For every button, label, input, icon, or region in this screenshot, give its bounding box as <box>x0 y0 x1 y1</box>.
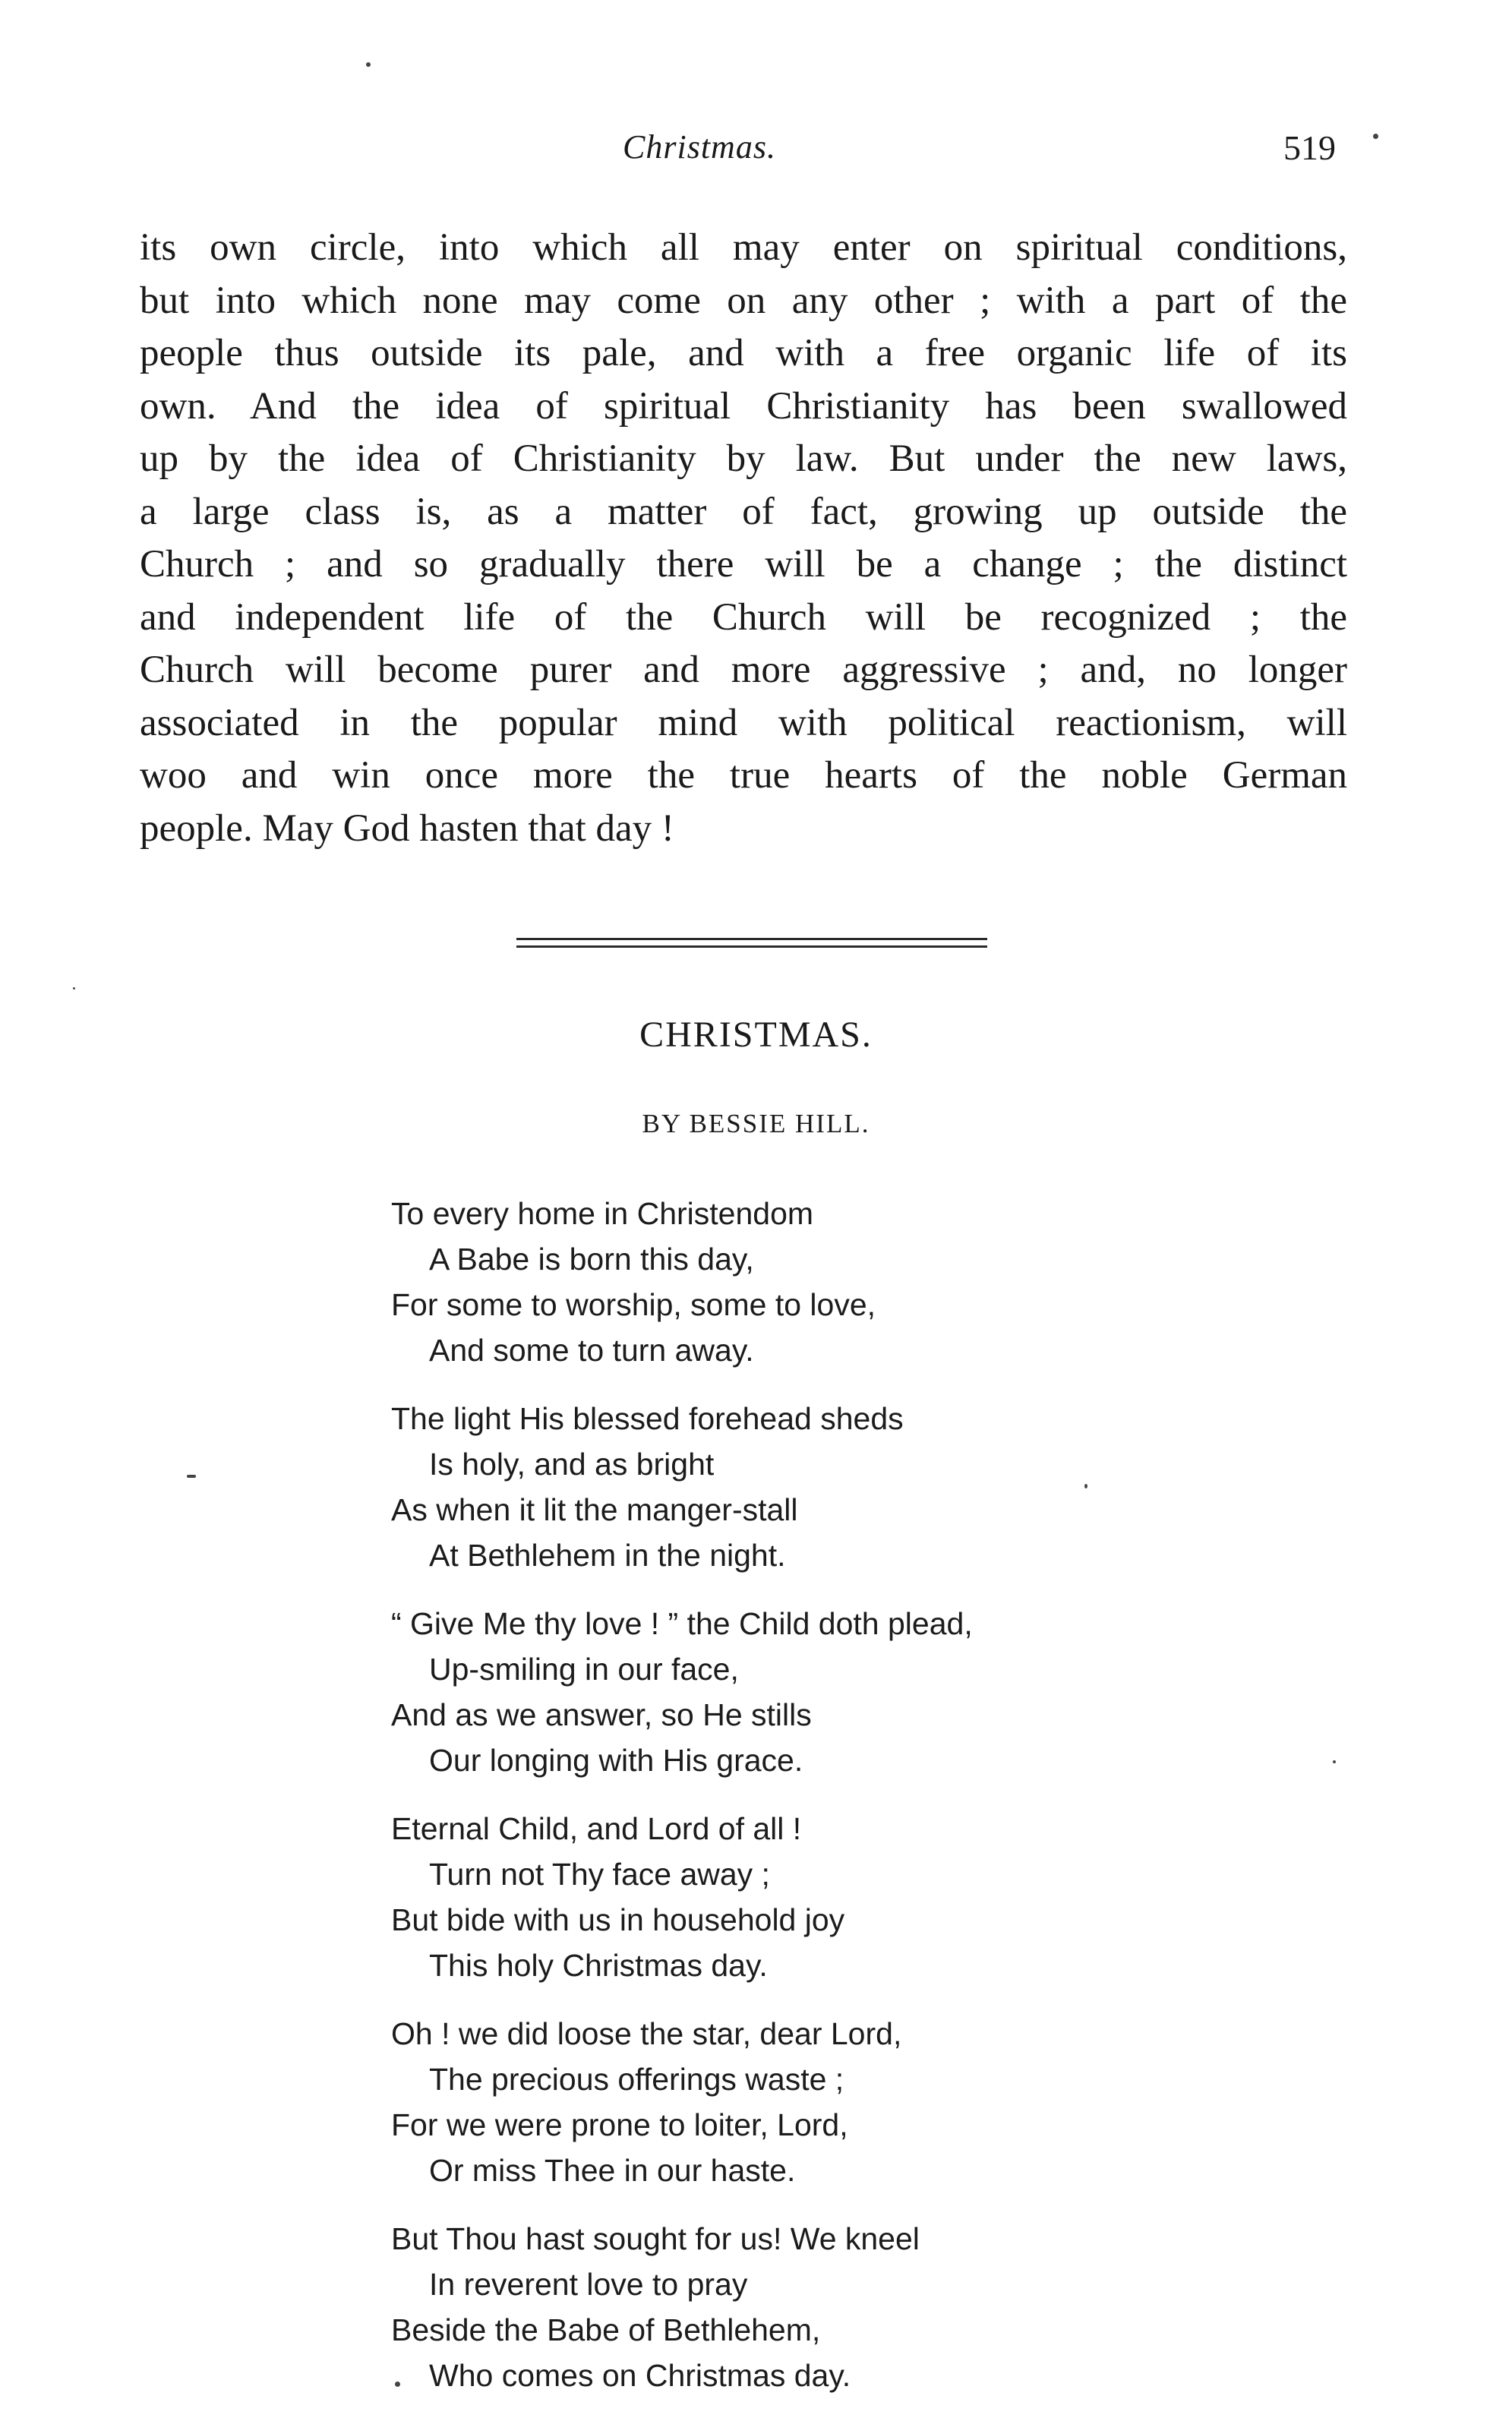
prose-line: up by the idea of Christianity by law. But under the new laws, <box>140 437 1347 480</box>
divider-rule <box>516 938 987 940</box>
poem-stanza <box>391 1806 973 1988</box>
prose-line: a large class is, as a matter of fact, growing up outside the <box>140 490 1347 533</box>
scan-speck <box>1333 1760 1336 1763</box>
poem-line: At Bethlehem in the night. <box>429 1538 786 1573</box>
poem-line: Or miss Thee in our haste. <box>429 2153 796 2188</box>
poem-line: But bide with us in household joy <box>391 1902 845 1937</box>
poem-line: Is holy, and as bright <box>429 1447 715 1482</box>
poem-line: Eternal Child, and Lord of all ! <box>391 1811 802 1846</box>
poem-line: Beside the Babe of Bethlehem, <box>391 2312 821 2347</box>
scan-speck <box>73 987 75 990</box>
prose-line: associated in the popular mind with political reactionism, will <box>140 701 1347 744</box>
page-number: 519 <box>1283 128 1336 167</box>
poem-line: Oh ! we did loose the star, dear Lord, <box>391 2016 902 2051</box>
prose-line: woo and win once more the true hearts of the noble German <box>140 754 1347 797</box>
poem-line: This holy Christmas day. <box>429 1948 768 1983</box>
prose-paragraph <box>140 222 1347 855</box>
poem-line: For some to worship, some to love, <box>391 1287 876 1322</box>
scan-speck <box>395 2382 400 2387</box>
scan-speck <box>1373 134 1378 139</box>
section-divider <box>516 938 987 953</box>
prose-line: people thus outside its pale, and with a free organic life of its <box>140 332 1347 374</box>
poem-stanza <box>391 1191 973 1373</box>
poem-line: As when it lit the manger-stall <box>391 1492 798 1527</box>
prose-line: people. May God hasten that day ! <box>140 806 674 850</box>
poem-stanza <box>391 2216 973 2398</box>
poem-line: The light His blessed forehead sheds <box>391 1401 904 1436</box>
divider-rule <box>516 945 987 948</box>
prose-line: own. And the idea of spiritual Christianity has been swallowed <box>140 384 1347 428</box>
prose-line: Church will become purer and more aggressive ; and, no longer <box>140 649 1347 691</box>
poem-stanza <box>391 2011 973 2193</box>
poem-line: To every home in Christendom <box>391 1196 814 1231</box>
prose-line: Church ; and so gradually there will be a change ; the distinct <box>140 543 1347 586</box>
poem-line: And some to turn away. <box>429 1333 754 1368</box>
prose-line: its own circle, into which all may enter on spiritual conditions, <box>140 226 1347 269</box>
poem-line: Our longing with His grace. <box>429 1743 803 1778</box>
scan-speck <box>187 1475 196 1478</box>
scan-speck <box>366 62 371 67</box>
prose-line: and independent life of the Church will be recognized ; the <box>140 595 1347 639</box>
poem-line: For we were prone to loiter, Lord, <box>391 2107 848 2142</box>
scan-speck <box>1084 1484 1087 1488</box>
poem-line: Who comes on Christmas day. <box>429 2358 851 2393</box>
poem-author: BY BESSIE HILL. <box>642 1109 870 1138</box>
prose-line: but into which none may come on any other ; with a part of the <box>140 279 1347 322</box>
poem-stanza <box>391 1601 973 1783</box>
poem-line: In reverent love to pray <box>429 2267 748 2302</box>
poem-line: But Thou hast sought for us! We kneel <box>391 2221 920 2256</box>
poem-stanza <box>391 1396 973 1578</box>
running-header-title: Christmas. <box>623 128 776 166</box>
poem-body <box>391 1191 973 2421</box>
poem-line: And as we answer, so He stills <box>391 1697 812 1732</box>
poem-title: CHRISTMAS. <box>639 1015 873 1055</box>
poem-line: Up-smiling in our face, <box>429 1652 739 1687</box>
poem-line: The precious offerings waste ; <box>429 2062 844 2097</box>
poem-line: “ Give Me thy love ! ” the Child doth plead, <box>391 1606 973 1641</box>
poem-line: Turn not Thy face away ; <box>429 1857 770 1892</box>
poem-line: A Babe is born this day, <box>429 1242 754 1277</box>
